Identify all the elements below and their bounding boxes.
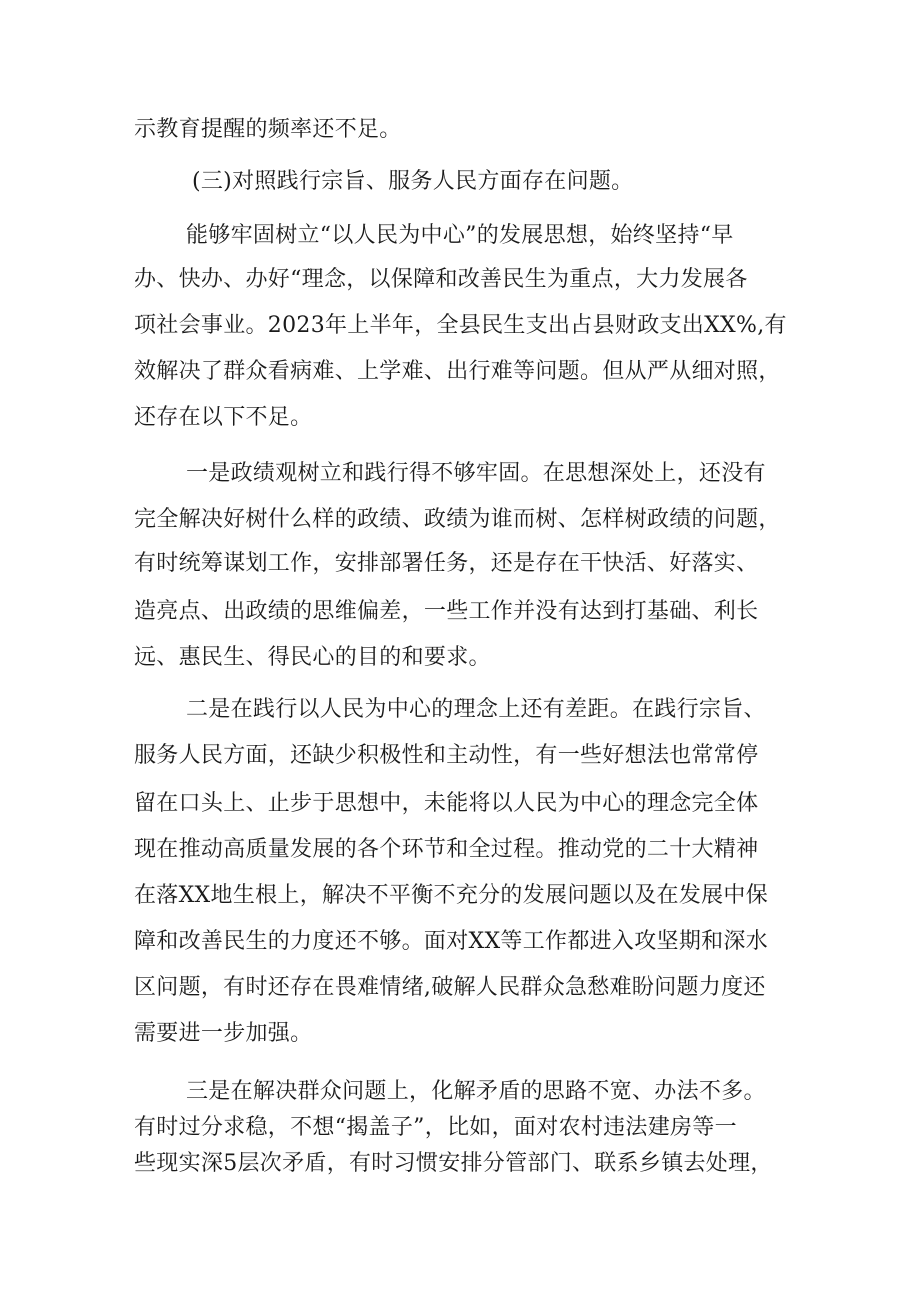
text-line-14: 服务人民方面，还缺少积极性和主动性，有一些好想法也常常停 (134, 743, 759, 768)
text-line-6: 效解决了群众看病难、上学难、出行难等问题。但从严从细对照， (134, 359, 781, 384)
text-line-20: 需要进一步加强。 (134, 1021, 313, 1046)
text-line-4: 办、快办、办好“理念，以保障和改善民生为重点，大力发展各 (134, 267, 748, 292)
text-line-8: 一是政绩观树立和践行得不够牢固。在思想深处上，还没有 (186, 461, 766, 486)
text-line-9: 完全解决好树什么样的政绩、政绩为谁而树、怎样树政绩的问题， (134, 507, 781, 532)
section-heading: (三)对照践行宗旨、服务人民方面存在问题。 (192, 169, 634, 194)
text-line-13: 二是在践行以人民为中心的理念上还有差距。在践行宗旨、 (186, 697, 766, 722)
text-line-3: 能够牢固树立“以人民为中心”的发展思想，始终坚持“早 (186, 223, 734, 248)
text-line-18: 障和改善民生的力度还不够。面对XX等工作都进入攻坚期和深水 (134, 929, 769, 954)
text-line-7: 还存在以下不足。 (134, 405, 313, 430)
text-line-21: 三是在解决群众问题上，化解矛盾的思路不宽、办法不多。 (186, 1079, 766, 1104)
text-line-16: 现在推动高质量发展的各个环节和全过程。推动党的二十大精神 (134, 837, 759, 862)
text-line-22: 有时过分求稳，不想“揭盖子”，比如，面对农村违法建房等一 (134, 1115, 737, 1140)
text-line-5: 项社会事业。2023年上半年，全县民生支出占县财政支出XX%,有 (134, 313, 787, 338)
text-line-1: 示教育提醒的频率还不足。 (134, 117, 402, 142)
text-line-10: 有时统筹谋划工作，安排部署任务，还是存在干快活、好落实、 (134, 551, 759, 576)
text-line-23: 些现实深5层次矛盾，有时习惯安排分管部门、联系乡镇去处理， (134, 1151, 773, 1176)
text-line-11: 造亮点、出政绩的思维偏差，一些工作并没有达到打基础、利长 (134, 599, 759, 624)
text-line-15: 留在口头上、止步于思想中，未能将以人民为中心的理念完全体 (134, 791, 759, 816)
text-line-19: 区问题，有时还存在畏难情绪,破解人民群众急愁难盼问题力度还 (134, 975, 766, 1000)
text-line-12: 远、惠民生、得民心的目的和要求。 (134, 645, 491, 670)
text-line-17: 在落XX地生根上，解决不平衡不充分的发展问题以及在发展中保 (134, 883, 769, 908)
